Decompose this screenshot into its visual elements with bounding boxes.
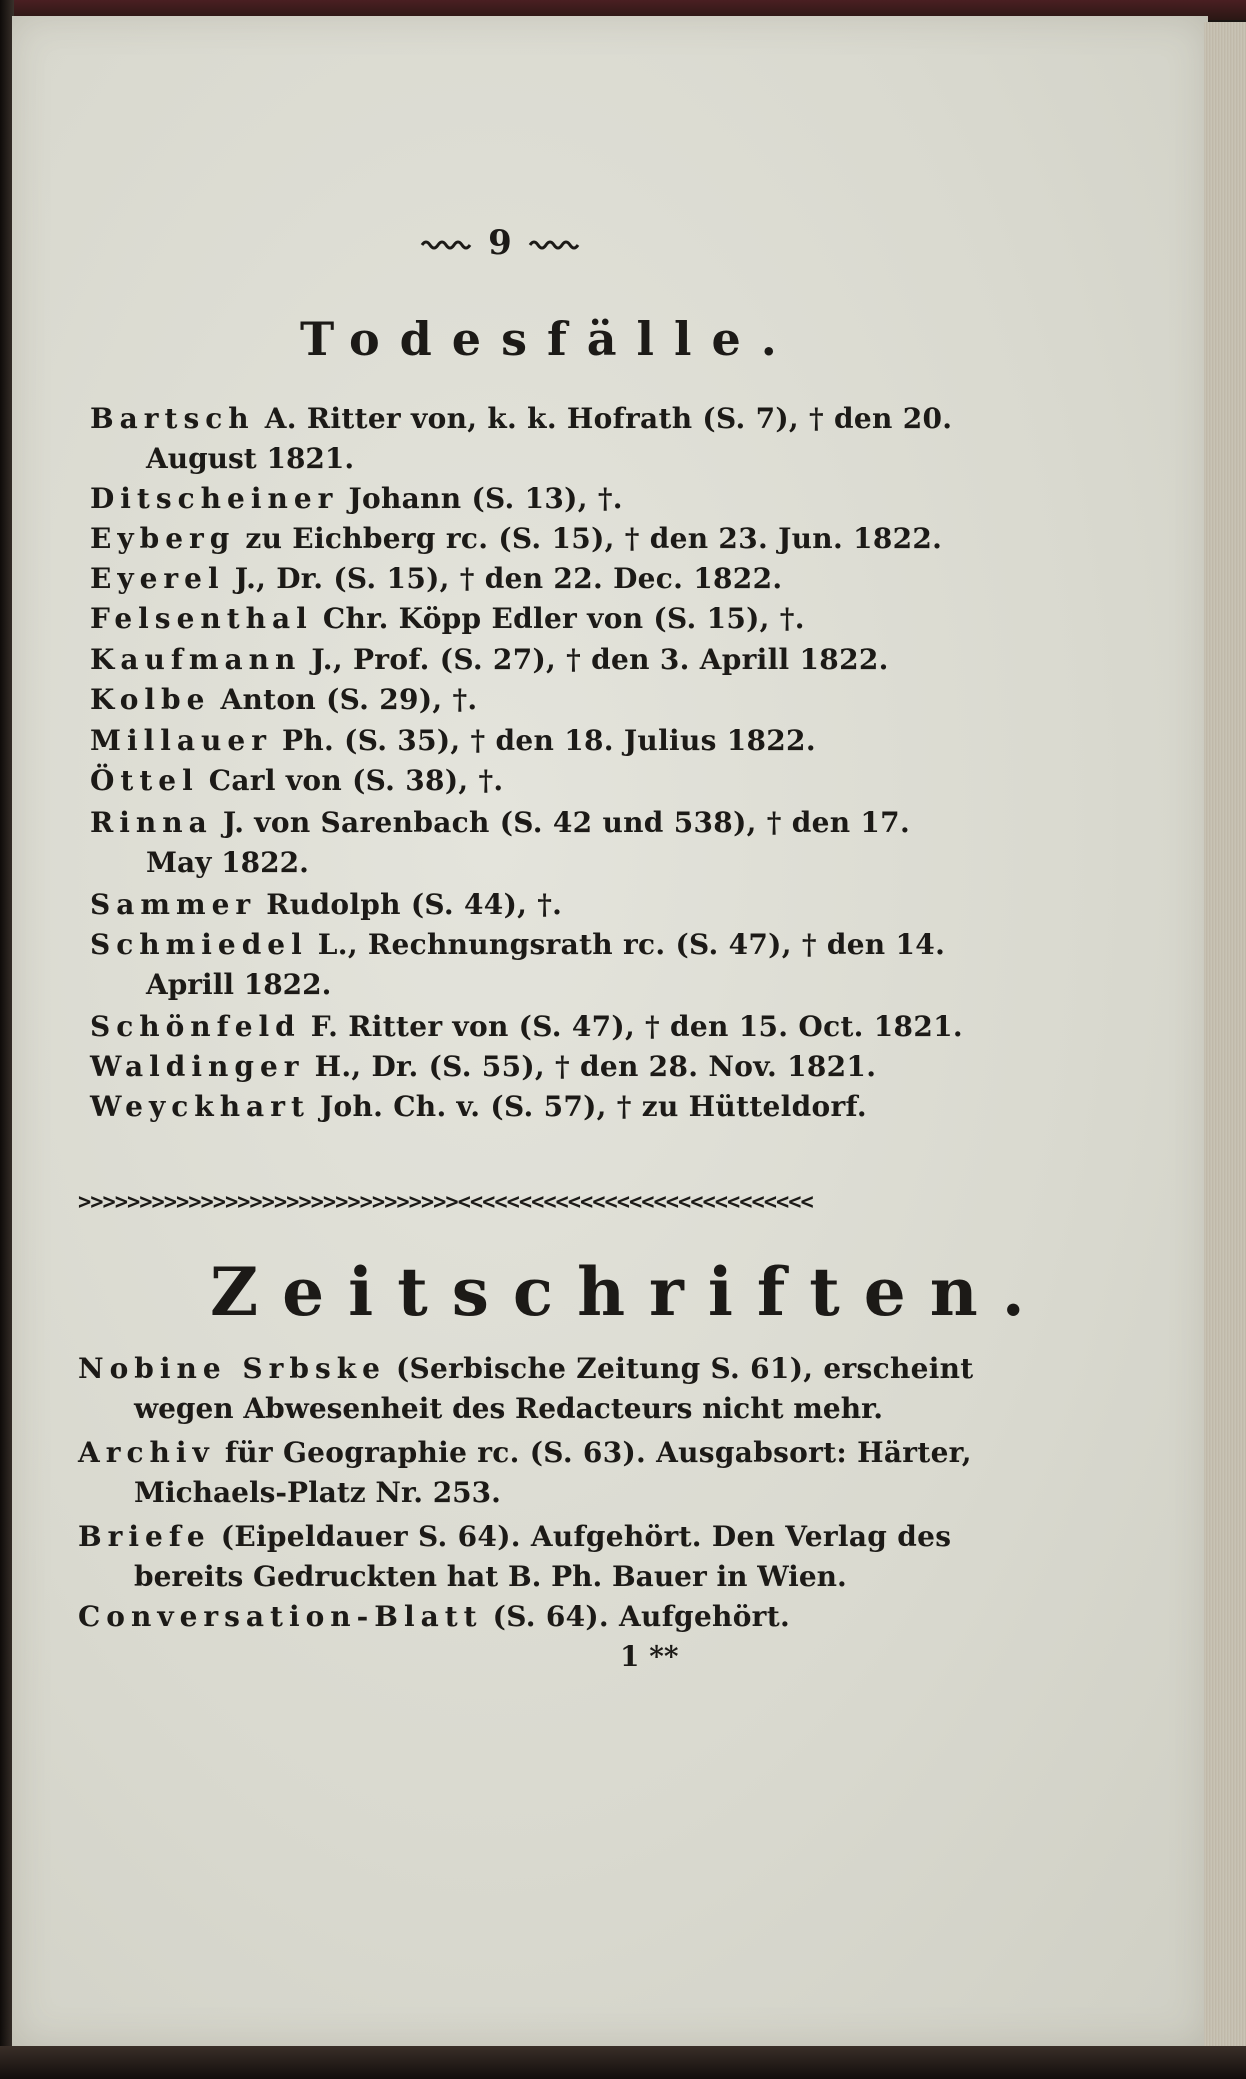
list-item: Millauer Ph. (S. 35), † den 18. Julius 1822.: [90, 724, 816, 757]
list-item: Kaufmann J., Prof. (S. 27), † den 3. Aprill 1822.: [90, 643, 889, 676]
list-item-continuation: May 1822.: [146, 846, 309, 879]
ornamental-divider: >>>>>>>>>>>>>>>>>>>>>>>>>>>>>>><<<<<<<<<<<<<<<<<<<<<<<<<<<<<: [78, 1190, 813, 1215]
section-title-deaths: Todesfälle.: [300, 312, 797, 366]
list-item-continuation: wegen Abwesenheit des Redacteurs nicht mehr.: [134, 1392, 883, 1425]
page-header: [370, 218, 630, 268]
list-item: Briefe (Eipeldauer S. 64). Aufgehört. Den Verlag des: [78, 1520, 952, 1553]
list-item: Rinna J. von Sarenbach (S. 42 und 538), † den 17.: [90, 806, 911, 839]
list-item: Conversation-Blatt (S. 64). Aufgehört.: [78, 1600, 791, 1633]
list-item: Sammer Rudolph (S. 44), †.: [90, 888, 563, 921]
list-item: Eyerel J., Dr. (S. 15), † den 22. Dec. 1822.: [90, 562, 783, 595]
signature-mark: 1 **: [620, 1640, 679, 1673]
section-title-journals: Zeitschriften.: [210, 1253, 1049, 1331]
list-item: Eyberg zu Eichberg rc. (S. 15), † den 23. Jun. 1822.: [90, 522, 943, 555]
wave-ornament-right: [528, 236, 580, 250]
list-item-continuation: bereits Gedruckten hat B. Ph. Bauer in Wien.: [134, 1560, 847, 1593]
list-item: Schönfeld F. Ritter von (S. 47), † den 15. Oct. 1821.: [90, 1010, 963, 1043]
list-item: Nobine Srbske (Serbische Zeitung S. 61), erscheint: [78, 1352, 974, 1385]
list-item: Öttel Carl von (S. 38), †.: [90, 764, 504, 797]
list-item: Archiv für Geographie rc. (S. 63). Ausgabsort: Härter,: [78, 1436, 972, 1469]
list-item: Bartsch A. Ritter von, k. k. Hofrath (S. 7), † den 20.: [90, 402, 953, 435]
list-item: Kolbe Anton (S. 29), †.: [90, 683, 478, 716]
list-item: Ditscheiner Johann (S. 13), †.: [90, 482, 623, 515]
list-item: Waldinger H., Dr. (S. 55), † den 28. Nov. 1821.: [90, 1050, 877, 1083]
wave-ornament-left: [420, 236, 472, 250]
list-item: Schmiedel L., Rechnungsrath rc. (S. 47), † den 14.: [90, 928, 946, 961]
list-item-continuation: August 1821.: [146, 442, 355, 475]
list-item: Weyckhart Joh. Ch. v. (S. 57), † zu Hütteldorf.: [90, 1090, 867, 1123]
page-number: 9: [488, 223, 512, 263]
list-item-continuation: Aprill 1822.: [146, 968, 332, 1001]
list-item-continuation: Michaels-Platz Nr. 253.: [134, 1476, 501, 1509]
list-item: Felsenthal Chr. Köpp Edler von (S. 15), †.: [90, 602, 805, 635]
